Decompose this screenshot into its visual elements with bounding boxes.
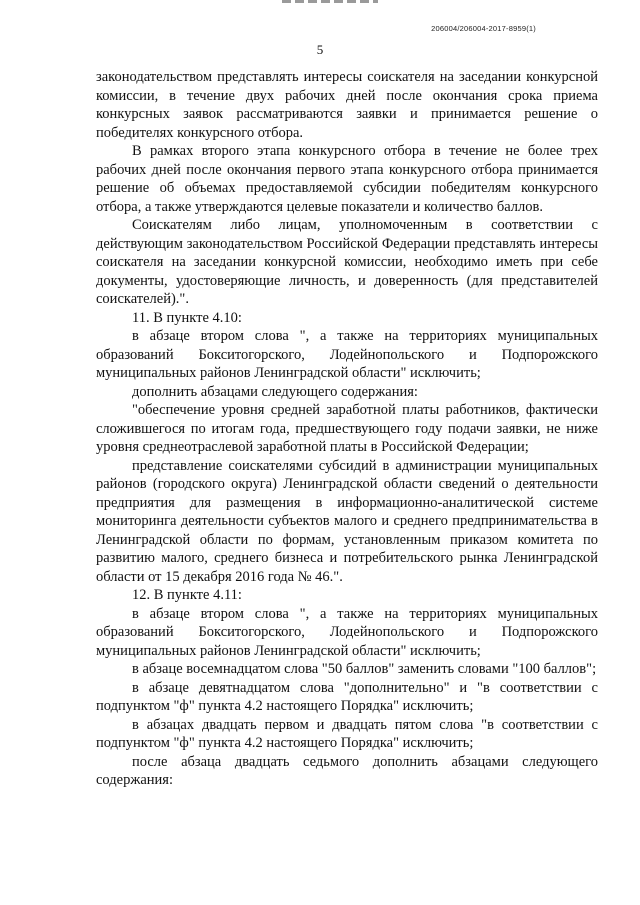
paragraph: законодательством представлять интересы соискателя на заседании конкурсной комиссии, в течение двух рабочих дней после окончания срока приема конкурсных заявок рассматриваются заявки и принимается решение о победителях конкурсного отбора. <box>96 69 598 141</box>
paragraph: "обеспечение уровня средней заработной платы работников, фактически сложившегося по итогам года, предшествующего году подачи заявки, не ниже уровня среднеотраслевой заработной платы в Российской Федерации; <box>96 402 598 455</box>
paragraph: Соискателям либо лицам, уполномоченным в соответствии с действующим законодательством Российской Федерации представлять интересы соискателя на заседании конкурсной комиссии, необходимо иметь при себе документы, удостоверяющие личность, и доверенность (для представителей соискателей).". <box>96 217 598 307</box>
paragraph: после абзаца двадцать седьмого дополнить абзацами следующего содержания: <box>96 753 598 788</box>
paragraph: в абзаце девятнадцатом слова "дополнительно" и "в соответствии с подпунктом "ф" пункта 4.2 настоящего Порядка" исключить; <box>96 679 598 714</box>
section-heading: 11. В пункте 4.10: <box>132 309 242 326</box>
paragraph: в абзаце втором слова ", а также на территориях муниципальных образований Бокситогорского, Лодейнопольского и Подпорожского муниципальных районов Ленинградской области" исключить; <box>96 605 598 659</box>
document-body <box>96 68 598 790</box>
paragraph: В рамках второго этапа конкурсного отбора в течение не более трех рабочих дней после окончания первого этапа конкурсного отбора принимается решение об объемах предоставляемой субсидии победителям конкурсного отбора, а также утверждаются целевые показатели и количество баллов. <box>96 143 598 215</box>
paragraph: в абзацах двадцать первом и двадцать пятом слова "в соответствии с подпунктом "ф" пункта 4.2 настоящего Порядка" исключить; <box>96 716 598 751</box>
page-number: 5 <box>316 42 324 57</box>
section-heading: 12. В пункте 4.11: <box>132 587 242 603</box>
document-id: 206004/206004-2017-8959(1) <box>431 24 536 33</box>
paragraph: в абзаце восемнадцатом слова "50 баллов" заменить словами "100 баллов"; <box>132 661 597 677</box>
paragraph: в абзаце втором слова ", а также на территориях муниципальных образований Бокситогорского, Лодейнопольского и Подпорожского муниципальных районов Ленинградской области" исключить; <box>96 328 598 381</box>
paragraph: представление соискателями субсидий в администрации муниципальных районов (городского округа) Ленинградской области сведений о деятельности предприятия для размещения в информационно-аналитической системе мониторинга деятельности субъектов малого и среднего предпринимательства в Ленинградской области по формам, установленным приказом комитета по развитию малого, среднего бизнеса и потребительского рынка Ленинградской области от 15 декабря 2016 года № 46.". <box>96 457 598 585</box>
scan-artifact <box>282 0 378 3</box>
paragraph: дополнить абзацами следующего содержания: <box>132 383 418 400</box>
